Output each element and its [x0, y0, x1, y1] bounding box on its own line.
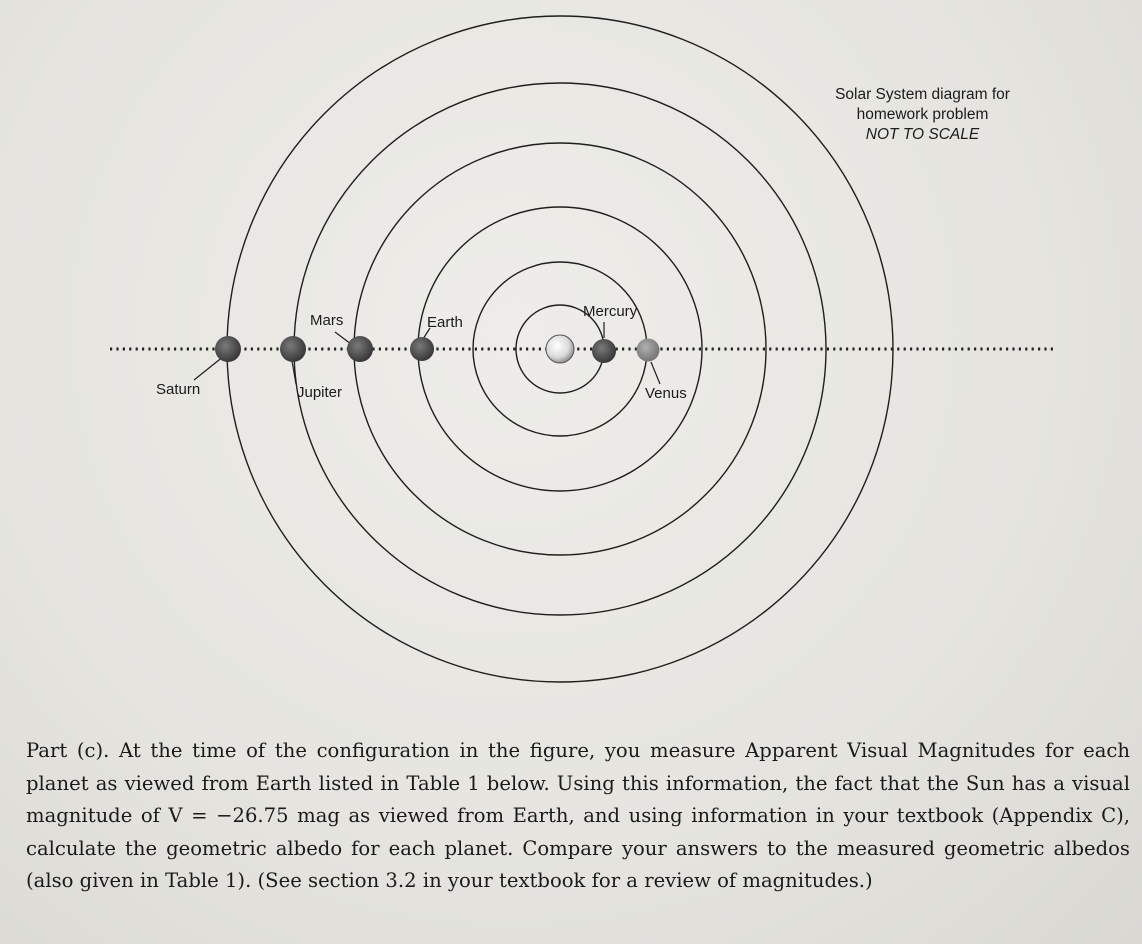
- jupiter-planet-icon: [280, 336, 306, 362]
- jupiter-label: Jupiter: [297, 384, 343, 401]
- mars-leader: [335, 332, 351, 344]
- caption-line-2: homework problem: [856, 106, 989, 123]
- venus-label: Venus: [645, 385, 687, 402]
- venus-leader: [651, 362, 660, 384]
- mercury-planet-icon: [592, 339, 616, 363]
- earth-planet-icon: [410, 337, 434, 361]
- mars-planet-icon: [347, 336, 373, 362]
- not-to-scale-note: NOT TO SCALE: [865, 126, 980, 143]
- caption-line-1: Solar System diagram for: [835, 86, 1010, 103]
- mercury-label: Mercury: [583, 303, 638, 320]
- earth-label: Earth: [427, 314, 463, 331]
- diagram-caption: [790, 85, 1055, 145]
- saturn-planet-icon: [215, 336, 241, 362]
- mars-label: Mars: [310, 312, 344, 329]
- sun-icon: [546, 335, 574, 363]
- problem-text: Part (c). At the time of the configuration in the figure, you measure Apparent Visual Magnitudes for each planet as viewed from Earth listed in Table 1 below. Using this information, the fact that the Sun has a visual magnitude of V = −26.75 mag as viewed from Earth, and using information in your textbook (Appendix C), calculate the geometric albedo for each planet. Compare your answers to the measured geometric albedos (also given in Table 1). (See section 3.2 in your textbook for a review of magnitudes.): [26, 739, 1130, 892]
- saturn-leader: [194, 356, 224, 380]
- venus-planet-icon: [637, 339, 660, 362]
- saturn-label: Saturn: [156, 381, 201, 398]
